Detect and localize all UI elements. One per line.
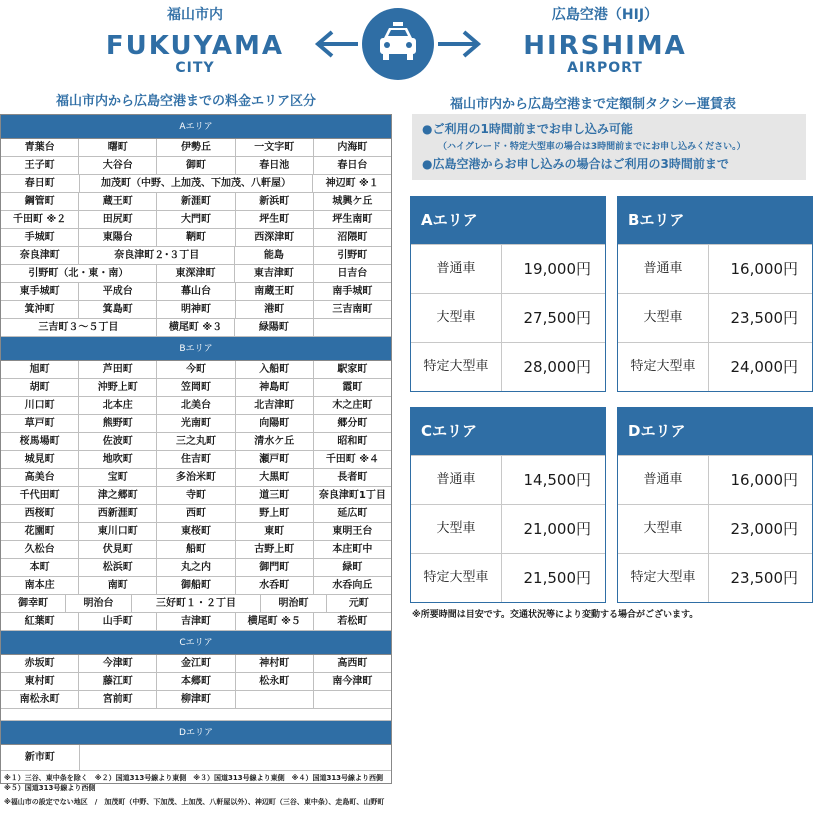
town-cell: 箕沖町 (1, 301, 79, 318)
town-cell: 春日台 (337, 160, 368, 171)
town-cell: 東町 (236, 523, 314, 540)
town-cell: 丸之内 (157, 559, 235, 576)
town-cell: 新涯町 (157, 193, 235, 210)
table-row (1, 211, 391, 229)
town-cell: 港町 (236, 301, 314, 318)
town-cell: 新市町 (1, 745, 80, 770)
vehicle-type: 普通車 (411, 456, 502, 504)
town-cell: 伊勢丘 (157, 139, 235, 156)
bullet-icon: ● (422, 122, 433, 136)
fare-row (411, 504, 605, 553)
town-cell: 寺町 (157, 487, 235, 504)
town-cell: 東桜町 (157, 523, 235, 540)
town-cell: 南本庄 (1, 577, 79, 594)
fare-price: 19,000円 (523, 260, 591, 278)
town-cell: 引野町（北・東・南） (1, 265, 157, 282)
town-cell: 元町 (348, 598, 369, 609)
town-cell: 水呑町 (236, 577, 314, 594)
town-cell: 鋼管町 (1, 193, 79, 210)
town-cell: 鞆町 (157, 229, 235, 246)
town-cell: 久松台 (1, 541, 79, 558)
town-cell: 草戸町 (1, 415, 79, 432)
vehicle-type: 普通車 (618, 456, 709, 504)
town-cell: 向陽町 (236, 415, 314, 432)
town-cell: 宮前町 (79, 691, 157, 708)
vehicle-type: 大型車 (411, 505, 502, 553)
town-cell: 南蔵王町 (236, 283, 314, 300)
vehicle-type: 普通車 (411, 245, 502, 293)
town-cell: 奈良津町1丁目 (318, 490, 386, 501)
table-row (1, 487, 391, 505)
town-cell: 奈良津町２･３丁目 (79, 247, 235, 264)
town-cell (314, 319, 391, 336)
town-cell: 御町 (157, 157, 235, 174)
town-cell: 春日町 (1, 175, 80, 192)
town-cell: 入船町 (236, 361, 314, 378)
town-cell: 船町 (157, 541, 235, 558)
origin-jp: 福山市内 (167, 7, 223, 23)
fare-card-title: Cエリア (411, 408, 605, 455)
town-cell: 山手町 (79, 613, 157, 630)
town-cell: 春日池 (236, 157, 314, 174)
town-cell: 津之郷町 (79, 487, 157, 504)
info-line-2: （ハイグレード・特定大型車の場合は3時間前までにお申し込みください。） (438, 142, 746, 152)
town-cell (314, 691, 391, 708)
town-cell: 横尾町 ※５ (236, 613, 314, 630)
town-cell: 霞町 (342, 382, 363, 393)
town-cell: 御幸町 (1, 595, 66, 612)
table-row (1, 469, 391, 487)
town-cell: 熊野町 (79, 415, 157, 432)
fare-card-d (617, 407, 813, 603)
table-row (1, 595, 391, 613)
vehicle-type: 大型車 (411, 294, 502, 342)
town-cell: 野上町 (236, 505, 314, 522)
town-cell (80, 745, 391, 770)
town-cell: 長者町 (337, 472, 368, 483)
bullet-icon: ● (422, 157, 433, 171)
town-cell: 明治町 (261, 595, 326, 612)
town-cell: 東陽台 (79, 229, 157, 246)
town-cell: 大門町 (157, 211, 235, 228)
town-cell: 金江町 (157, 655, 235, 672)
town-cell: 東川口町 (79, 523, 157, 540)
town-cell: 三吉町３～５丁目 (1, 319, 157, 336)
town-cell: 三之丸町 (157, 433, 235, 450)
footnote: ※所要時間は目安です。交通状況等により変動する場合がございます。 (412, 610, 699, 620)
town-cell: 古野上町 (236, 541, 314, 558)
table-row (1, 655, 391, 673)
table-row (1, 175, 391, 193)
town-cell: 王子町 (1, 157, 79, 174)
town-cell: 南松永町 (1, 691, 79, 708)
table-row (1, 157, 391, 175)
fare-row (411, 553, 605, 602)
fare-row (618, 244, 812, 293)
town-cell: 千田町 ※４ (325, 454, 380, 465)
town-cell: 郷分町 (337, 418, 368, 429)
town-cell: 胡町 (1, 379, 79, 396)
town-cell: 引野町 (337, 250, 368, 261)
table-row (1, 193, 391, 211)
fare-price: 28,000円 (523, 358, 591, 376)
town-cell: 東深津町 (157, 265, 235, 282)
spacer-row (1, 709, 391, 721)
town-cell: 神村町 (236, 655, 314, 672)
town-cell: 花園町 (1, 523, 79, 540)
town-cell: 水呑向丘 (332, 580, 373, 591)
fare-row (618, 455, 812, 504)
town-cell: 東村町 (1, 673, 79, 690)
table-row (1, 301, 391, 319)
info-box (412, 114, 806, 180)
table-row (1, 139, 391, 157)
town-cell: 今町 (157, 361, 235, 378)
town-cell: 地吹町 (79, 451, 157, 468)
town-cell: 沼隈町 (337, 232, 368, 243)
origin-sub: CITY (175, 60, 215, 76)
town-cell: 御船町 (157, 577, 235, 594)
town-cell: 一文字町 (236, 139, 314, 156)
area-header-a: Aエリア (1, 115, 391, 139)
town-cell: 高美台 (1, 469, 79, 486)
town-cell: 神辺町 ※１ (325, 178, 379, 189)
area-header-d: Dエリア (1, 721, 391, 745)
town-cell: 藤江町 (79, 673, 157, 690)
fare-price: 23,500円 (730, 309, 798, 327)
table-row (1, 397, 391, 415)
town-cell: 南手城町 (332, 286, 373, 297)
town-cell (236, 691, 314, 708)
fare-card-title: Bエリア (618, 197, 812, 244)
town-cell: 北本庄 (79, 397, 157, 414)
table-row (1, 319, 391, 337)
town-cell: 大黒町 (236, 469, 314, 486)
fare-row (618, 342, 812, 391)
town-cell: 道三町 (236, 487, 314, 504)
table-row (1, 559, 391, 577)
town-cell: 坪生南町 (332, 214, 373, 225)
town-cell: 本庄町中 (332, 544, 373, 555)
fare-row (411, 244, 605, 293)
town-cell: 今津町 (79, 655, 157, 672)
town-cell: 松浜町 (79, 559, 157, 576)
town-cell: 西深津町 (236, 229, 314, 246)
town-cell: 川口町 (1, 397, 79, 414)
table-row (1, 673, 391, 691)
town-cell: 赤坂町 (1, 655, 79, 672)
town-cell: 奈良津町 (1, 247, 79, 264)
vehicle-type: 特定大型車 (411, 554, 502, 602)
town-cell: 木之庄町 (332, 400, 373, 411)
fare-card-a (410, 196, 606, 392)
town-cell: 南町 (79, 577, 157, 594)
fare-price: 16,000円 (730, 471, 798, 489)
table-row (1, 523, 391, 541)
table-row (1, 541, 391, 559)
fare-card-title: Dエリア (618, 408, 812, 455)
town-cell: 松永町 (236, 673, 314, 690)
town-cell: 能島 (235, 247, 313, 264)
fare-price: 21,000円 (523, 520, 591, 538)
town-cell: 桜馬場町 (1, 433, 79, 450)
town-cell: 千代田町 (1, 487, 79, 504)
town-cell: 若松町 (337, 616, 368, 627)
fare-row (411, 342, 605, 391)
town-cell: 日吉台 (337, 268, 368, 279)
fare-table-title: 福山市内から広島空港まで定額制タクシー運賃表 (450, 97, 737, 112)
town-cell: 吉津町 (157, 613, 235, 630)
destination-en: HIRSHIMA (523, 31, 687, 61)
table-row (1, 451, 391, 469)
town-cell: 神島町 (236, 379, 314, 396)
town-cell: 本郷町 (157, 673, 235, 690)
town-cell: 蔵王町 (79, 193, 157, 210)
town-cell: 明神町 (157, 301, 235, 318)
area-notes: ※１）三谷、東中条を除く ※２）国道313号線より東側 ※３）国道313号線より東側 ※４）国道313号線より西側 ※５）国道313号線より西側 (4, 774, 391, 792)
fare-row (618, 504, 812, 553)
town-cell: 本町 (1, 559, 79, 576)
town-cell: 曙町 (79, 139, 157, 156)
table-row (1, 379, 391, 397)
town-cell: 高西町 (337, 658, 368, 669)
vehicle-type: 大型車 (618, 505, 709, 553)
town-cell: 宝町 (79, 469, 157, 486)
vehicle-type: 特定大型車 (618, 343, 709, 391)
fare-row (411, 293, 605, 342)
table-row (1, 505, 391, 523)
town-cell: 柳津町 (157, 691, 235, 708)
table-row (1, 229, 391, 247)
area-header-c: Cエリア (1, 631, 391, 655)
fare-price: 24,000円 (730, 358, 798, 376)
destination-jp: 広島空港（HIJ） (551, 7, 659, 23)
excluded-note: ※福山市の設定でない地区 / 加茂町（中野、下加茂、上加茂、八軒屋以外）、神辺町（三谷、東中条）、走島町、山野町 (4, 798, 385, 806)
table-row (1, 691, 391, 709)
town-cell: 芦田町 (79, 361, 157, 378)
town-cell: 伏見町 (79, 541, 157, 558)
town-cell: 平成台 (79, 283, 157, 300)
town-cell: 佐波町 (79, 433, 157, 450)
origin-en: FUKUYAMA (105, 31, 285, 61)
area-header-b: Bエリア (1, 337, 391, 361)
town-cell: 東明王台 (332, 526, 373, 537)
direction-arrows (312, 8, 484, 80)
town-cell: 三吉南町 (332, 304, 373, 315)
town-cell: 南今津町 (332, 676, 373, 687)
vehicle-type: 大型車 (618, 294, 709, 342)
town-cell: 瀬戸町 (236, 451, 314, 468)
town-cell: 青葉台 (1, 139, 79, 156)
town-cell: 沖野上町 (79, 379, 157, 396)
info-line-3: ●広島空港からお申し込みの場合はご利用の3時間前まで (422, 157, 729, 171)
town-cell: 横尾町 ※３ (157, 319, 235, 336)
town-cell: 旭町 (1, 361, 79, 378)
town-cell: 坪生町 (236, 211, 314, 228)
fare-price: 23,500円 (730, 569, 798, 587)
town-cell: 田尻町 (79, 211, 157, 228)
town-cell: 駅家町 (337, 364, 368, 375)
info-line-1: ●ご利用の1時間前までお申し込み可能 (422, 122, 633, 136)
town-cell: 内海町 (337, 142, 368, 153)
town-cell: 光南町 (157, 415, 235, 432)
town-cell: 東手城町 (1, 283, 79, 300)
town-cell: 新浜町 (236, 193, 314, 210)
fare-price: 16,000円 (730, 260, 798, 278)
town-cell: 西町 (157, 505, 235, 522)
fare-price: 21,500円 (523, 569, 591, 587)
fare-card-title: Aエリア (411, 197, 605, 244)
town-cell: 昭和町 (337, 436, 368, 447)
town-cell: 明治台 (66, 595, 131, 612)
town-cell: 大谷台 (79, 157, 157, 174)
table-row (1, 745, 391, 771)
table-row (1, 613, 391, 631)
area-table (0, 114, 392, 784)
town-cell: 住吉町 (157, 451, 235, 468)
vehicle-type: 特定大型車 (411, 343, 502, 391)
table-row (1, 433, 391, 451)
fare-row (618, 293, 812, 342)
fare-card-b (617, 196, 813, 392)
town-cell: 手城町 (1, 229, 79, 246)
town-cell: 緑陽町 (235, 319, 313, 336)
town-cell: 西新涯町 (79, 505, 157, 522)
table-row (1, 283, 391, 301)
origin-city (55, 0, 335, 76)
town-cell: 延広町 (337, 508, 368, 519)
fare-row (411, 455, 605, 504)
fare-price: 14,500円 (523, 471, 591, 489)
town-cell: 多治米町 (157, 469, 235, 486)
town-cell: 紅葉町 (1, 613, 79, 630)
town-cell: 加茂町（中野、上加茂、下加茂、八軒屋） (80, 175, 314, 192)
fare-price: 23,000円 (730, 520, 798, 538)
town-cell: 東吉津町 (235, 265, 313, 282)
town-cell: 緑町 (342, 562, 363, 573)
table-row (1, 265, 391, 283)
area-table-title: 福山市内から広島空港までの料金エリア区分 (56, 94, 317, 109)
vehicle-type: 普通車 (618, 245, 709, 293)
table-row (1, 361, 391, 379)
table-row (1, 415, 391, 433)
town-cell: 幕山台 (157, 283, 235, 300)
town-cell: 西桜町 (1, 505, 79, 522)
fare-price: 27,500円 (523, 309, 591, 327)
fare-row (618, 553, 812, 602)
destination-sub: AIRPORT (567, 60, 643, 76)
table-row (1, 577, 391, 595)
town-cell: 三好町１・２丁目 (132, 595, 262, 612)
taxi-icon (362, 8, 434, 80)
town-cell: 千田町 ※２ (1, 211, 79, 228)
town-cell: 箕島町 (79, 301, 157, 318)
table-row (1, 247, 391, 265)
destination-city (465, 0, 745, 76)
fare-card-c (410, 407, 606, 603)
vehicle-type: 特定大型車 (618, 554, 709, 602)
header (0, 0, 815, 86)
town-cell: 北美台 (157, 397, 235, 414)
town-cell: 御門町 (236, 559, 314, 576)
town-cell: 清水ケ丘 (236, 433, 314, 450)
town-cell: 北吉津町 (236, 397, 314, 414)
town-cell: 城見町 (1, 451, 79, 468)
town-cell: 笠岡町 (157, 379, 235, 396)
town-cell: 城興ケ丘 (332, 196, 373, 207)
